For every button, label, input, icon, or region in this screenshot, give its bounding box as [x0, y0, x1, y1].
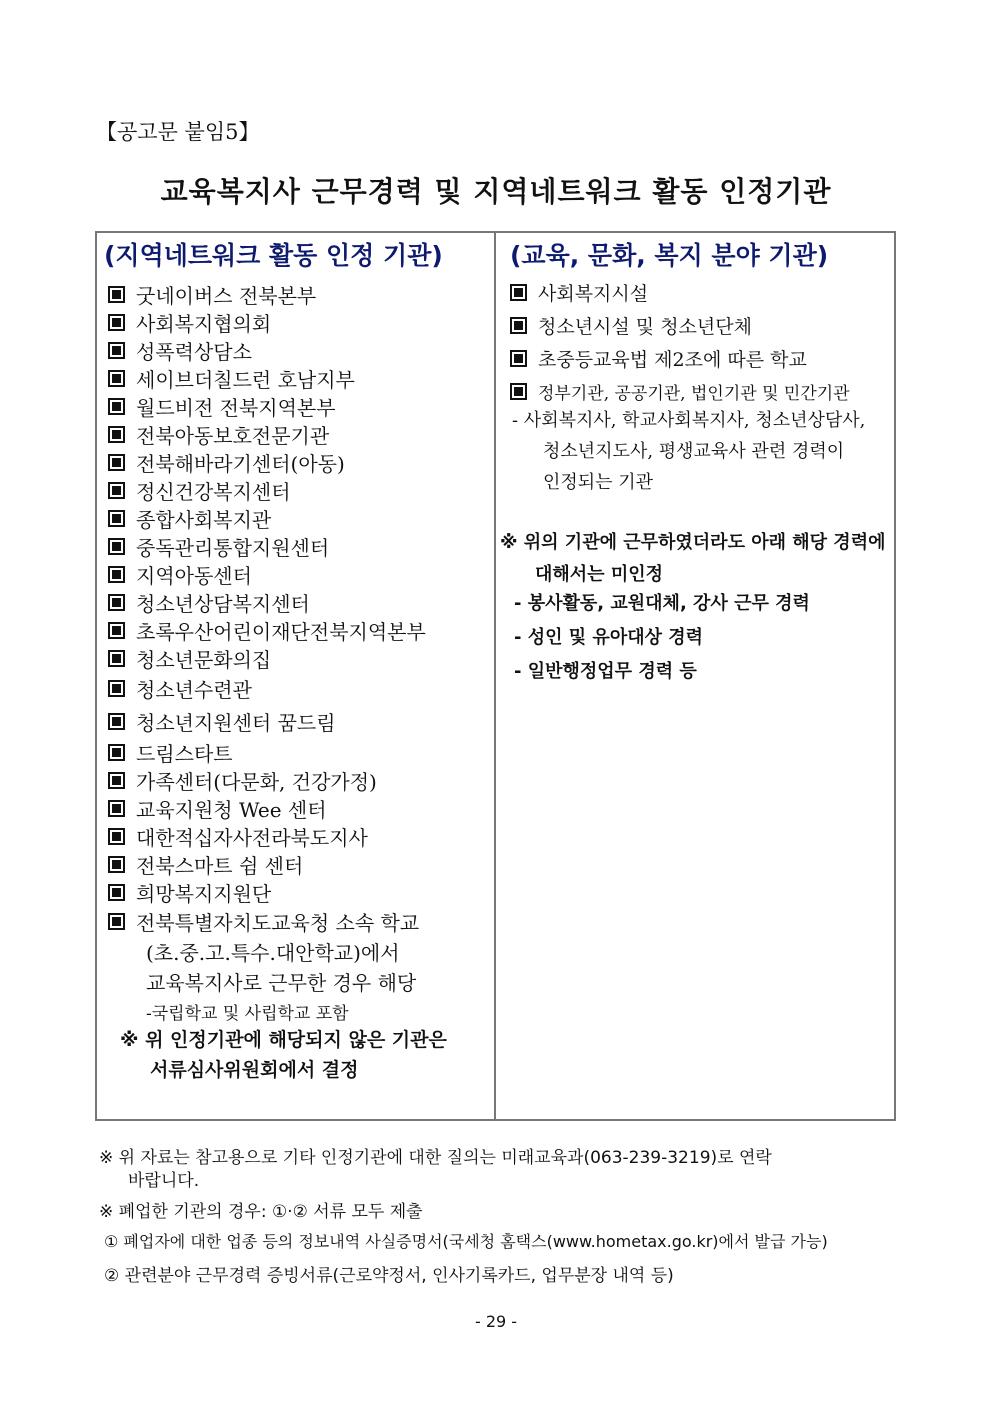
checkbox-square-icon — [108, 594, 125, 611]
right-dash-line-1: - 사회복지사, 학교사회복지사, 청소년상담사, — [512, 410, 866, 431]
left-institution-list — [108, 280, 483, 937]
right-dash-line-2: 청소년지도사, 평생교육사 관련 경력이 — [543, 441, 845, 462]
list-item — [108, 705, 483, 738]
right-column-heading: (교육, 문화, 복지 분야 기관) — [510, 241, 829, 270]
checkbox-square-icon — [108, 566, 125, 583]
list-item — [108, 644, 483, 672]
exclusion-3: - 일반행정업무 경력 등 — [514, 661, 697, 682]
checkbox-square-icon — [108, 314, 125, 331]
checkbox-square-icon — [510, 383, 527, 400]
list-item — [108, 420, 483, 448]
item-label: 가족센터(다문화, 건강가정) — [136, 769, 377, 794]
checkbox-square-icon — [510, 317, 527, 334]
item-label: 청소년상담복지센터 — [136, 591, 310, 616]
list-item — [510, 276, 890, 309]
list-item — [108, 878, 483, 906]
item-label: 희망복지지원단 — [136, 881, 272, 906]
checkbox-square-icon — [108, 370, 125, 387]
column-divider — [494, 231, 496, 1121]
right-dash-line-3: 인정되는 기관 — [543, 472, 654, 493]
list-item — [108, 672, 483, 705]
item-label: 지역아동센터 — [136, 563, 252, 588]
list-item — [108, 392, 483, 420]
item-label: 사회복지협의회 — [136, 311, 272, 336]
list-item — [108, 906, 483, 937]
list-item — [108, 766, 483, 794]
list-item — [108, 850, 483, 878]
footer-item-2: ② 관련분야 근무경력 증빙서류(근로약정서, 인사기록카드, 업무분장 내역 등) — [104, 1266, 674, 1286]
list-item — [108, 588, 483, 616]
checkbox-square-icon — [510, 350, 527, 367]
item-label: 세이브더칠드런 호남지부 — [136, 367, 355, 392]
page-title: 교육복지사 근무경력 및 지역네트워크 활동 인정기관 — [160, 175, 832, 208]
item-label: 전북아동보호전문기관 — [136, 423, 330, 448]
list-item — [108, 280, 483, 308]
checkbox-square-icon — [108, 744, 125, 761]
item-label: 청소년수련관 — [136, 678, 252, 702]
footer-note-1: ※ 위 자료는 참고용으로 기타 인정기관에 대한 질의는 미래교육과(063-239-3219)로 연락 — [99, 1148, 772, 1168]
checkbox-square-icon — [108, 398, 125, 415]
item-label: 초록우산어린이재단전북지역본부 — [136, 619, 426, 644]
checkbox-square-icon — [108, 342, 125, 359]
checkbox-square-icon — [108, 680, 125, 697]
checkbox-square-icon — [510, 284, 527, 301]
school-detail-1: (초.중.고.특수.대안학교)에서 — [146, 941, 400, 965]
checkbox-square-icon — [108, 510, 125, 527]
footer-note-1b: 바랍니다. — [128, 1171, 200, 1191]
list-item — [108, 308, 483, 336]
list-item — [108, 822, 483, 850]
item-label: 전북특별자치도교육청 소속 학교 — [136, 911, 420, 935]
checkbox-square-icon — [108, 856, 125, 873]
footer-note-2: ※ 폐업한 기관의 경우: ①·② 서류 모두 제출 — [99, 1202, 423, 1222]
checkbox-square-icon — [108, 482, 125, 499]
list-item — [108, 336, 483, 364]
exclusion-2: - 성인 및 유아대상 경력 — [514, 627, 704, 648]
right-institution-list — [510, 276, 890, 408]
list-item — [510, 342, 890, 375]
item-label: 정신건강복지센터 — [136, 479, 291, 504]
checkbox-square-icon — [108, 884, 125, 901]
left-column-heading: (지역네트워크 활동 인정 기관) — [104, 241, 443, 270]
item-label: 드림스타트 — [136, 741, 233, 766]
checkbox-square-icon — [108, 650, 125, 667]
page-number: - 29 - — [474, 1312, 518, 1331]
item-label: 전북해바라기센터(아동) — [136, 451, 345, 476]
checkbox-square-icon — [108, 913, 125, 930]
checkbox-square-icon — [108, 538, 125, 555]
item-label: 성폭력상담소 — [136, 339, 252, 364]
item-label: 청소년지원센터 꿈드림 — [136, 711, 336, 735]
list-item — [510, 375, 890, 408]
right-note-line-2: 대해서는 미인정 — [535, 564, 663, 585]
left-note-line-2: 서류심사위원회에서 결정 — [150, 1059, 359, 1081]
item-label: 종합사회복지관 — [136, 507, 272, 532]
item-label: 정부기관, 공공기관, 법인기관 및 민간기관 — [538, 384, 850, 404]
list-item — [108, 616, 483, 644]
item-label: 대한적십자사전라북도지사 — [136, 825, 368, 850]
exclusion-1: - 봉사활동, 교원대체, 강사 근무 경력 — [514, 593, 810, 614]
list-item — [108, 504, 483, 532]
list-item — [108, 738, 483, 766]
item-label: 사회복지시설 — [538, 283, 649, 305]
list-item — [108, 560, 483, 588]
checkbox-square-icon — [108, 286, 125, 303]
attachment-label: 【공고문 붙임5】 — [96, 120, 260, 144]
checkbox-square-icon — [108, 454, 125, 471]
item-label: 굿네이버스 전북본부 — [136, 283, 317, 308]
school-detail-2: 교육복지사로 근무한 경우 해당 — [146, 971, 417, 995]
right-note-line-1: ※ 위의 기관에 근무하였더라도 아래 해당 경력에 — [500, 532, 886, 553]
item-label: 청소년문화의집 — [136, 647, 272, 672]
school-detail-3: -국립학교 및 사립학교 포함 — [146, 1004, 349, 1024]
item-label: 전북스마트 쉼 센터 — [136, 853, 304, 878]
list-item — [108, 476, 483, 504]
item-label: 교육지원청 Wee 센터 — [136, 797, 327, 822]
item-label: 중독관리통합지원센터 — [136, 535, 330, 560]
checkbox-square-icon — [108, 622, 125, 639]
list-item — [108, 532, 483, 560]
footer-item-1: ① 폐업자에 대한 업종 등의 정보내역 사실증명서(국세청 홈택스(www.hometax.go.kr)에서 발급 가능) — [104, 1232, 828, 1251]
checkbox-square-icon — [108, 713, 125, 730]
left-note-line-1: ※ 위 인정기관에 해당되지 않은 기관은 — [120, 1029, 447, 1051]
checkbox-square-icon — [108, 772, 125, 789]
item-label: 월드비전 전북지역본부 — [136, 395, 336, 420]
list-item — [108, 448, 483, 476]
item-label: 초중등교육법 제2조에 따른 학교 — [538, 349, 807, 371]
checkbox-square-icon — [108, 800, 125, 817]
list-item — [108, 364, 483, 392]
checkbox-square-icon — [108, 828, 125, 845]
list-item — [108, 794, 483, 822]
checkbox-square-icon — [108, 426, 125, 443]
list-item — [510, 309, 890, 342]
item-label: 청소년시설 및 청소년단체 — [538, 316, 752, 338]
